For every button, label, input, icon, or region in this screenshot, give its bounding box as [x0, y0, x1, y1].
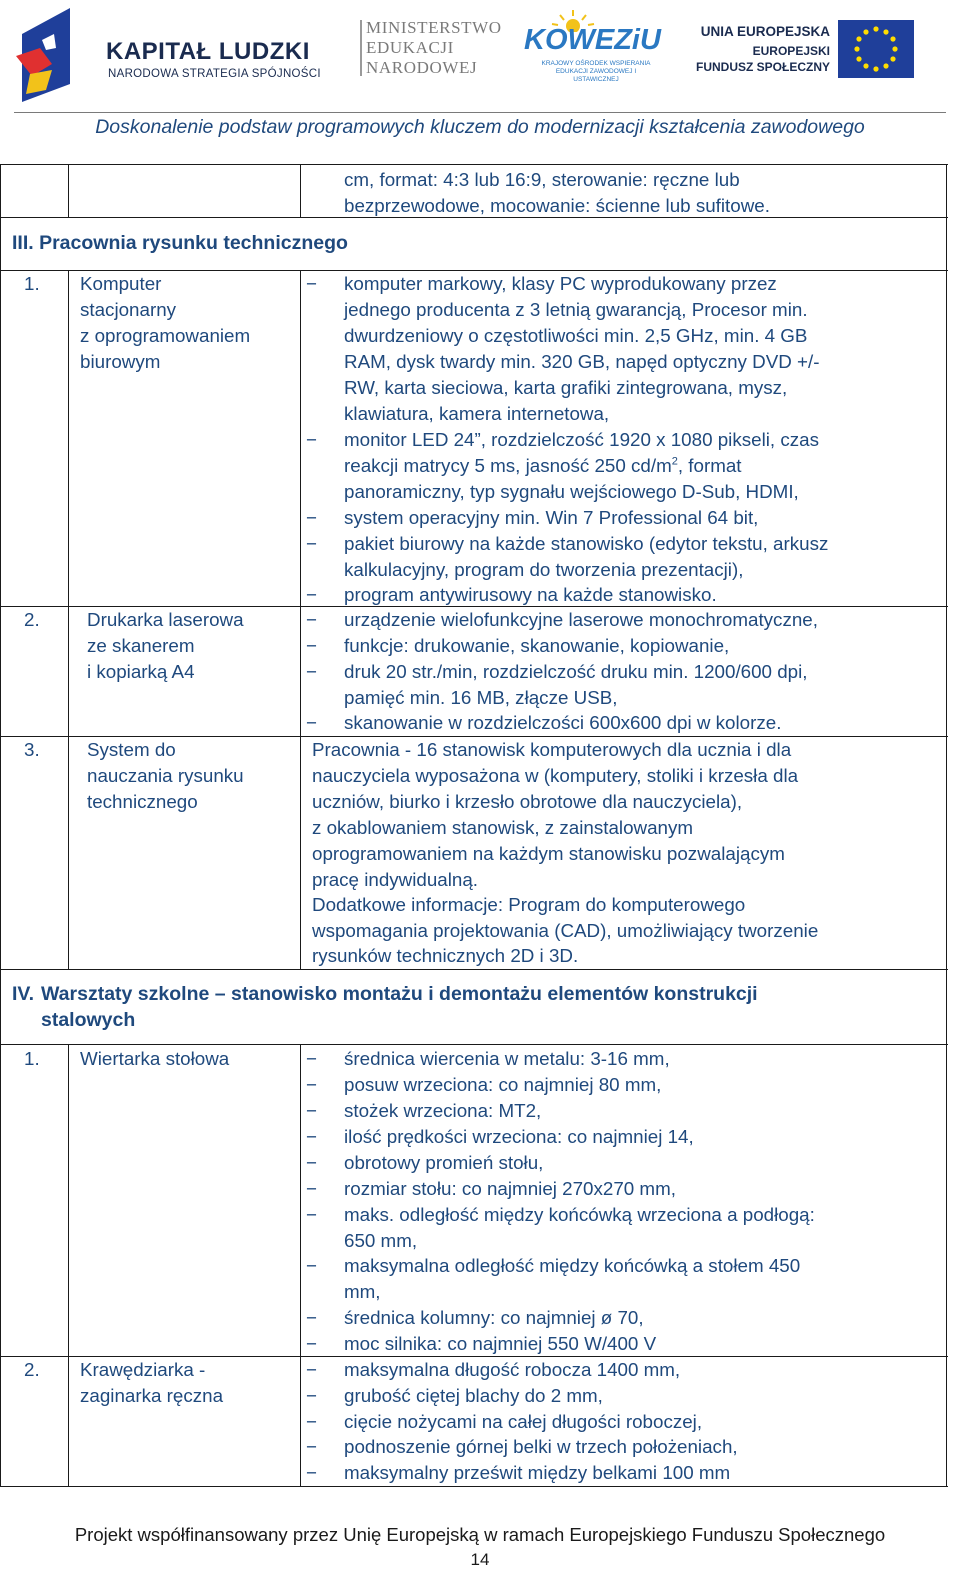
grid-top — [0, 164, 948, 165]
item-name-line: technicznego — [87, 791, 198, 812]
spec-line: obrotowy promień stołu, — [344, 1152, 544, 1173]
item-name-line: nauczania rysunku — [87, 765, 244, 786]
spec-line: jednego producenta z 3 letnią gwarancją, Procesor min. — [344, 299, 808, 320]
section-4-number: IV. — [12, 983, 35, 1005]
grid-top-c2 — [300, 164, 301, 218]
bullet-dash: − — [306, 1436, 317, 1457]
header-logos — [0, 0, 960, 110]
item-name-line: z oprogramowaniem — [80, 325, 251, 346]
kapital-ludzki-logo — [12, 4, 322, 102]
item-name-line: stacjonarny — [80, 299, 177, 320]
section-3-title: III. Pracownia rysunku technicznego — [12, 232, 348, 254]
top-row-line-1: cm, format: 4:3 lub 16:9, sterowanie: ręczne lub — [344, 169, 740, 190]
grid-s3-c1 — [68, 270, 69, 970]
spec-line: skanowanie w rozdzielczości 600x600 dpi w kolorze. — [344, 712, 782, 733]
spec-line: dwurdzeniowy o częstotliwości min. 2,5 GHz, min. 4 GB — [344, 325, 808, 346]
spec-text: reakcji matrycy 5 ms, jasność 250 cd/m — [344, 455, 672, 476]
kapital-ludzki-emblem-icon — [12, 4, 84, 102]
item-number: 3. — [24, 739, 40, 760]
bullet-dash: − — [306, 429, 317, 450]
grid-s4-c1 — [68, 1044, 69, 1487]
grid-sec3-right — [946, 217, 947, 271]
bullet-dash: − — [306, 273, 317, 294]
koweziu-logo — [518, 10, 668, 83]
spec-line: maks. odległość między końcówką wrzeciona a podłogą: — [344, 1204, 815, 1225]
bullet-dash: − — [306, 1255, 317, 1276]
para-line: wspomagania projektowania (CAD), umożliwiający tworzenie — [312, 920, 819, 941]
bullet-dash: − — [306, 1411, 317, 1432]
item-name-line: System do — [87, 739, 176, 760]
grid-s3-c2 — [300, 270, 301, 970]
spec-line: pamięć min. 16 MB, złącze USB, — [344, 687, 618, 708]
bullet-dash: − — [306, 1307, 317, 1328]
spec-line: średnica kolumny: co najmniej ø 70, — [344, 1307, 644, 1328]
section-4-title-line-1: Warsztaty szkolne – stanowisko montażu i demontażu elementów konstrukcji — [41, 983, 758, 1005]
ue-line-2: EUROPEJSKI — [752, 44, 830, 58]
superscript: 2 — [671, 455, 678, 468]
item-name-line: Komputer — [80, 273, 162, 294]
bullet-dash: − — [306, 1178, 317, 1199]
bullet-dash: − — [306, 609, 317, 630]
para-line: nauczyciela wyposażona w (komputery, stoliki i krzesła dla — [312, 765, 799, 786]
ue-line-3: FUNDUSZ SPOŁECZNY — [695, 60, 830, 74]
grid-s4-c2 — [300, 1044, 301, 1487]
spec-line: 650 mm, — [344, 1230, 418, 1251]
item-name-line: i kopiarką A4 — [87, 661, 195, 682]
grid-sec4-left — [0, 969, 1, 1045]
item-number: 1. — [24, 273, 40, 294]
spec-line: stożek wrzeciona: MT2, — [344, 1100, 542, 1121]
eu-flag-icon — [838, 20, 914, 78]
bullet-dash: − — [306, 1048, 317, 1069]
bullet-dash: − — [306, 712, 317, 733]
bullet-dash: − — [306, 1074, 317, 1095]
bullet-dash: − — [306, 533, 317, 554]
grid-top-c1 — [68, 164, 69, 218]
grid-sec4-top — [0, 969, 948, 970]
spec-line: moc silnika: co najmniej 550 W/400 V — [344, 1333, 657, 1354]
item-name-line: zaginarka ręczna — [80, 1385, 224, 1406]
para-line: rysunków technicznych 2D i 3D. — [312, 945, 579, 966]
spec-line: ilość prędkości wrzeciona: co najmniej 14, — [344, 1126, 694, 1147]
spec-line: posuw wrzeciona: co najmniej 80 mm, — [344, 1074, 662, 1095]
grid-s4-right — [946, 1044, 947, 1487]
bullet-dash: − — [306, 1359, 317, 1380]
spec-line: system operacyjny min. Win 7 Professional 64 bit, — [344, 507, 759, 528]
spec-line: mm, — [344, 1281, 381, 1302]
item-name-line: biurowym — [80, 351, 161, 372]
item-name-line: Wiertarka stołowa — [80, 1048, 230, 1069]
para-line: Pracownia - 16 stanowisk komputerowych dla ucznia i dla — [312, 739, 792, 760]
section-4-title-line-2: stalowych — [41, 1009, 136, 1031]
spec-line: RW, karta sieciowa, karta grafiki zintegrowana, mysz, — [344, 377, 788, 398]
footer-text: Projekt współfinansowany przez Unię Europejską w ramach Europejskiego Funduszu Społecznego — [74, 1524, 886, 1545]
spec-line: monitor LED 24”, rozdzielczość 1920 x 1080 pikseli, czas — [344, 429, 819, 450]
bullet-dash: − — [306, 1100, 317, 1121]
grid-sec3-left — [0, 217, 1, 271]
item-name-line: Drukarka laserowa — [87, 609, 244, 630]
spec-line: pakiet biurowy na każde stanowisko (edytor tekstu, arkusz — [344, 533, 829, 554]
spec-line: maksymalna odległość między końcówką a stołem 450 — [344, 1255, 801, 1276]
bullet-dash: − — [306, 635, 317, 656]
item-number: 1. — [24, 1048, 40, 1069]
spec-text-after: , format — [677, 455, 742, 476]
koweziu-title: KOWEZiU — [524, 24, 661, 56]
spec-line: RAM, dysk twardy min. 320 GB, napęd optyczny DVD +/- — [344, 351, 820, 372]
koweziu-subtitle: KRAJOWY OŚRODEK WSPIERANIA EDUKACJI ZAWODOWEJ I USTAWICZNEJ — [541, 60, 651, 83]
spec-line: klawiatura, kamera internetowa, — [344, 403, 610, 424]
top-row-line-2: bezprzewodowe, mocowanie: ścienne lub sufitowe. — [344, 195, 770, 216]
item-name-line: Krawędziarka - — [80, 1359, 206, 1380]
grid-bottom — [0, 1486, 948, 1487]
bullet-dash: − — [306, 1204, 317, 1225]
men-line-1: MINISTERSTWO — [366, 18, 502, 37]
bullet-dash: − — [306, 661, 317, 682]
bullet-dash: − — [306, 507, 317, 528]
logo-kl-subtitle: NARODOWA STRATEGIA SPÓJNOŚCI — [108, 68, 321, 80]
bullet-dash: − — [306, 584, 317, 605]
bullet-dash: − — [306, 1152, 317, 1173]
spec-line: funkcje: drukowanie, skanowanie, kopiowanie, — [344, 635, 730, 656]
para-line: uczniów, biurko i krzesło obrotowe dla nauczyciela), — [312, 791, 743, 812]
spec-line: średnica wiercenia w metalu: 3-16 mm, — [344, 1048, 670, 1069]
bullet-dash: − — [306, 1385, 317, 1406]
grid-sec4-bottom — [0, 1044, 948, 1045]
spec-line: maksymalny prześwit między belkami 100 mm — [344, 1462, 731, 1483]
grid-top-left — [0, 164, 1, 218]
ue-line-1: UNIA EUROPEJSKA — [700, 24, 830, 39]
spec-line: cięcie nożycami na całej długości roboczej, — [344, 1411, 703, 1432]
header-rule — [14, 112, 946, 113]
spec-line-with-sup — [344, 453, 742, 479]
men-logo — [360, 18, 510, 78]
bullet-dash: − — [306, 1462, 317, 1483]
men-line-3: NARODOWEJ — [366, 58, 478, 77]
spec-line: druk 20 str./min, rozdzielczość druku min. 1200/600 dpi, — [344, 661, 808, 682]
spec-line: urządzenie wielofunkcyjne laserowe monochromatyczne, — [344, 609, 818, 630]
logo-kl-title: KAPITAŁ LUDZKI — [106, 38, 310, 65]
spec-line: rozmiar stołu: co najmniej 270x270 mm, — [344, 1178, 676, 1199]
spec-line: podnoszenie górnej belki w trzech położeniach, — [344, 1436, 738, 1457]
para-line: z okablowaniem stanowisk, z zainstalowanym — [312, 817, 694, 838]
grid-s3-left — [0, 270, 1, 970]
bullet-dash: − — [306, 1333, 317, 1354]
spec-line: program antywirusowy na każde stanowisko. — [344, 584, 717, 605]
spec-line: maksymalna długość robocza 1400 mm, — [344, 1359, 681, 1380]
para-line: Dodatkowe informacje: Program do komputerowego — [312, 894, 746, 915]
grid-s3-right — [946, 270, 947, 970]
men-logo-bar — [360, 20, 362, 76]
item-number: 2. — [24, 609, 40, 630]
para-line: pracę indywidualną. — [312, 869, 479, 890]
bullet-dash: − — [306, 1126, 317, 1147]
spec-line: grubość ciętej blachy do 2 mm, — [344, 1385, 603, 1406]
men-line-2: EDUKACJI — [366, 38, 454, 57]
item-number: 2. — [24, 1359, 40, 1380]
spec-line: panoramiczny, typ sygnału wejściowego D-Sub, HDMI, — [344, 481, 799, 502]
spec-line: komputer markowy, klasy PC wyprodukowany przez — [344, 273, 777, 294]
document-subtitle: Doskonalenie podstaw programowych kluczem do modernizacji kształcenia zawodowego — [95, 116, 865, 138]
ue-efs-logo — [695, 20, 930, 90]
spec-line: kalkulacyjny, program do tworzenia prezentacji), — [344, 559, 744, 580]
grid-sec4-right — [946, 969, 947, 1045]
item-name-line: ze skanerem — [87, 635, 195, 656]
page-number: 14 — [470, 1550, 490, 1569]
grid-s4-left — [0, 1044, 1, 1487]
para-line: oprogramowaniem na każdym stanowisku pozwalającym — [312, 843, 785, 864]
grid-top-right — [946, 164, 947, 218]
